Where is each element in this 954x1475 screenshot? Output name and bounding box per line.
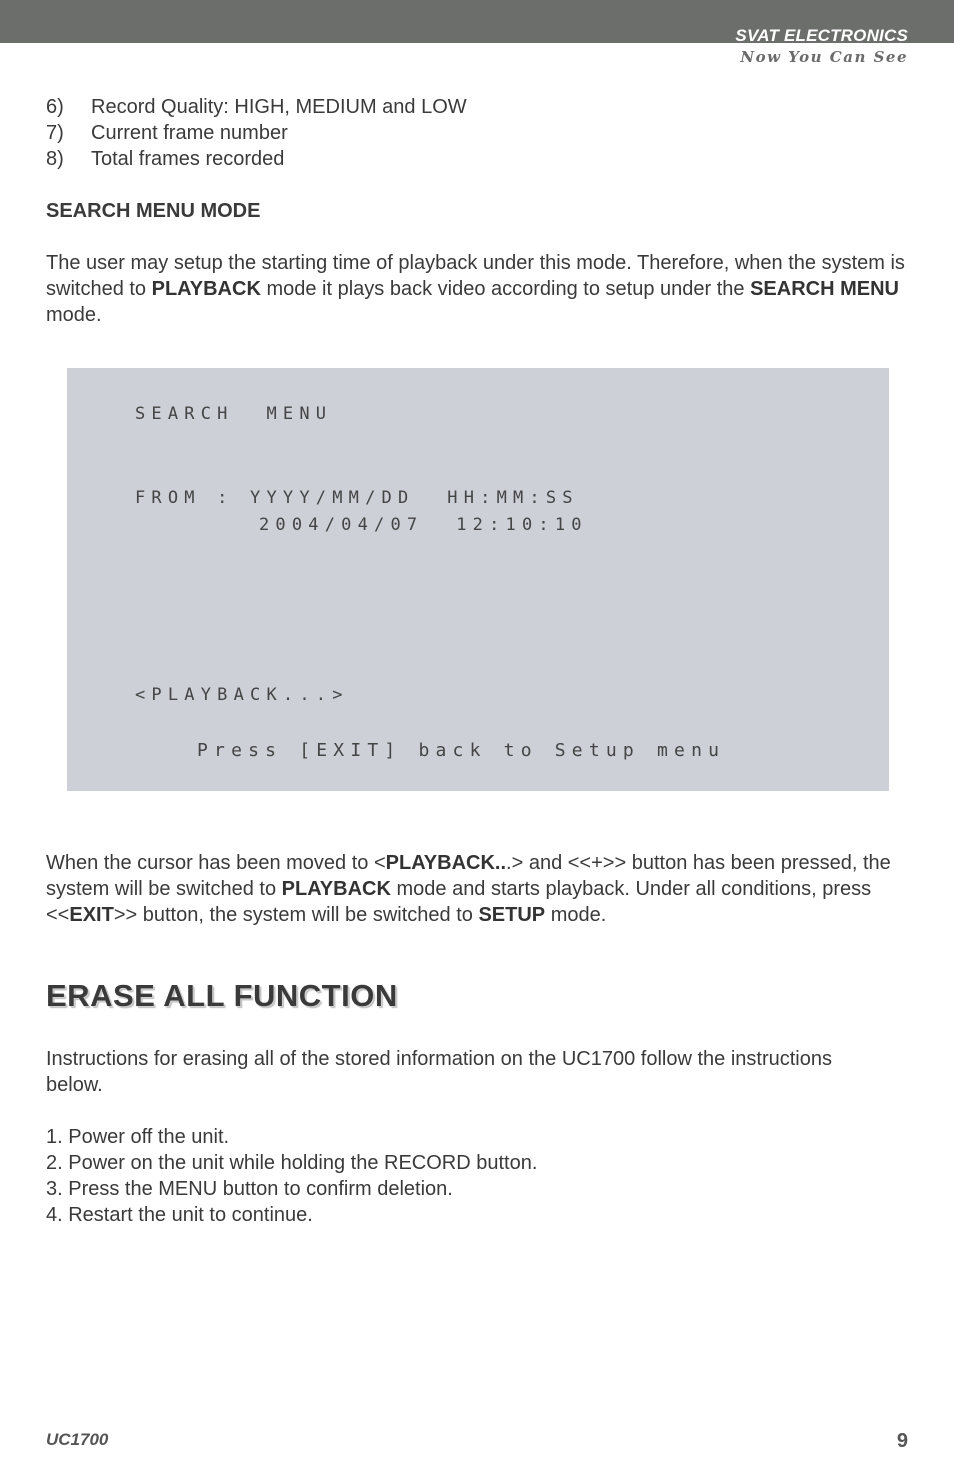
main-content [46, 94, 910, 328]
list-item: 2. Power on the unit while holding the RECORD button. [46, 1152, 538, 1174]
list-item [46, 146, 910, 172]
list-item: 4. Restart the unit to continue. [46, 1204, 313, 1226]
section-heading: SEARCH MENU MODE [46, 200, 261, 222]
list-text: Total frames recorded [91, 148, 285, 170]
list-number: 8) [46, 148, 64, 170]
brand-name: SVAT ELECTRONICS [735, 26, 908, 45]
feature-list [46, 94, 910, 172]
list-number: 7) [46, 122, 64, 144]
search-description: The user may setup the starting time of playback under this mode. Therefore, when the system is switched to PLAYBACK mode it plays back video according to setup under the SEARCH MENU mode. [46, 252, 905, 326]
search-menu-screen [67, 368, 889, 791]
list-item [46, 94, 910, 120]
erase-title: ERASE ALL FUNCTION [46, 978, 398, 1013]
footer-model: UC1700 [46, 1430, 109, 1449]
screen-date-value: 2004/04/07 12:10:10 [259, 515, 588, 535]
page-number: 9 [896, 1430, 908, 1452]
screen-exit-hint: Press [EXIT] back to Setup menu [197, 740, 726, 761]
list-number: 6) [46, 96, 64, 118]
screen-title: SEARCH MENU [135, 404, 333, 424]
erase-intro: Instructions for erasing all of the stored information on the UC1700 follow the instructions below. [46, 1048, 832, 1096]
screen-playback-option: <PLAYBACK...> [135, 685, 349, 705]
screen-from-format: FROM : YYYY/MM/DD HH:MM:SS [135, 488, 579, 508]
list-item: 1. Power off the unit. [46, 1126, 230, 1148]
erase-steps [46, 1124, 537, 1228]
cursor-description: When the cursor has been moved to <PLAYBACK...> and <<+>> button has been pressed, the system will be switched to PLAYBACK mode and starts playback. Under all conditions, press <<EXIT>> button, the system will be switched to SETUP mode. [46, 852, 891, 926]
list-text: Current frame number [91, 122, 288, 144]
list-item: 3. Press the MENU button to confirm deletion. [46, 1178, 453, 1200]
list-text: Record Quality: HIGH, MEDIUM and LOW [91, 96, 467, 118]
list-item [46, 120, 910, 146]
brand-tagline: Now You Can See [740, 48, 908, 66]
